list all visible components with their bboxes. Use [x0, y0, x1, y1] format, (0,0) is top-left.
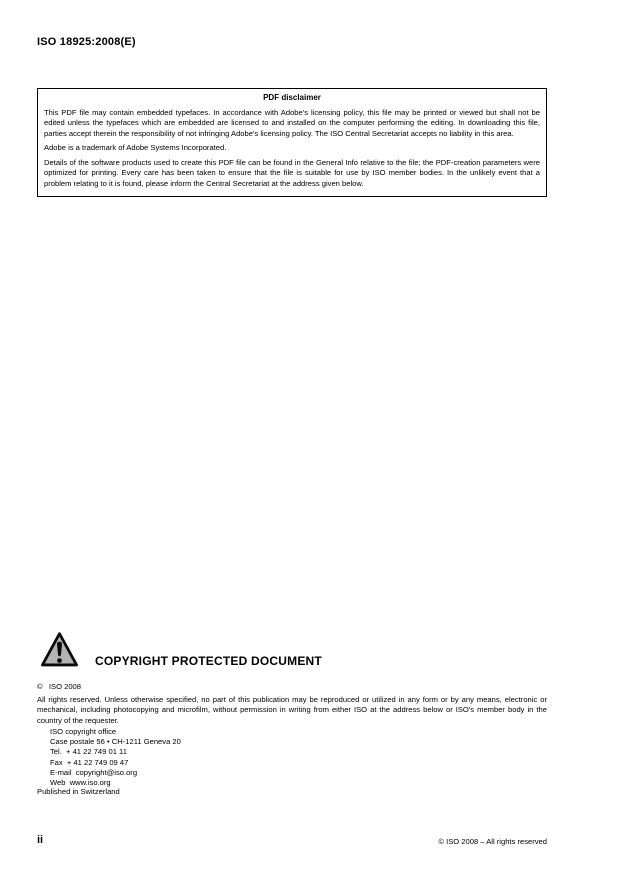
address-tel-line: Tel. + 41 22 749 01 11 — [50, 747, 127, 757]
footer-page-number: ii — [37, 834, 44, 846]
footer-copyright-notice: © ISO 2008 – All rights reserved — [438, 837, 547, 846]
disclaimer-paragraph-1: This PDF file may contain embedded typefaces. In accordance with Adobe's licensing policy, this file may be printed or viewed but shall not be edited unless the typefaces which are embedded are licensed to and installed on the computer performing the editing. In downloading this file, parties accept therein the responsibility of not infringing Adobe's licensing policy. The ISO Central Secretariat accepts no liability in this area. — [44, 108, 540, 138]
copyright-year-line: © ISO 2008 — [37, 682, 82, 691]
address-web-line: Web www.iso.org — [50, 778, 111, 788]
warning-triangle-icon — [40, 630, 79, 669]
address-fax-line: Fax + 41 22 749 09 47 — [50, 757, 129, 767]
iso-address-block — [50, 727, 181, 788]
address-email-line: E-mail copyright@iso.org — [50, 767, 138, 777]
copyright-protected-heading: COPYRIGHT PROTECTED DOCUMENT — [95, 654, 322, 668]
pdf-disclaimer-title: PDF disclaimer — [263, 93, 321, 102]
pdf-disclaimer-box — [37, 88, 547, 197]
disclaimer-paragraph-2: Adobe is a trademark of Adobe Systems Incorporated. — [44, 143, 227, 153]
document-header-id: ISO 18925:2008(E) — [37, 36, 136, 48]
published-in-switzerland-text: Published in Switzerland — [37, 787, 120, 796]
all-rights-reserved-text: All rights reserved. Unless otherwise specified, no part of this publication may be reproduced or utilized in any form or by any means, electronic or mechanical, including photocopying and microfilm, without permission in writing from either ISO at the address below or ISO's member body in the country of the requester. — [37, 695, 547, 725]
address-postal-line: Case postale 56 • CH-1211 Geneva 20 — [50, 737, 181, 747]
address-office-line: ISO copyright office — [50, 727, 117, 736]
disclaimer-paragraph-3: Details of the software products used to create this PDF file can be found in the General Info relative to the file; the PDF-creation parameters were optimized for printing. Every care has been taken to ensure that the file is suitable for use by ISO member bodies. In the unlikely event that a problem relating to it is found, please inform the Central Secretariat at the address given below. — [44, 158, 540, 188]
